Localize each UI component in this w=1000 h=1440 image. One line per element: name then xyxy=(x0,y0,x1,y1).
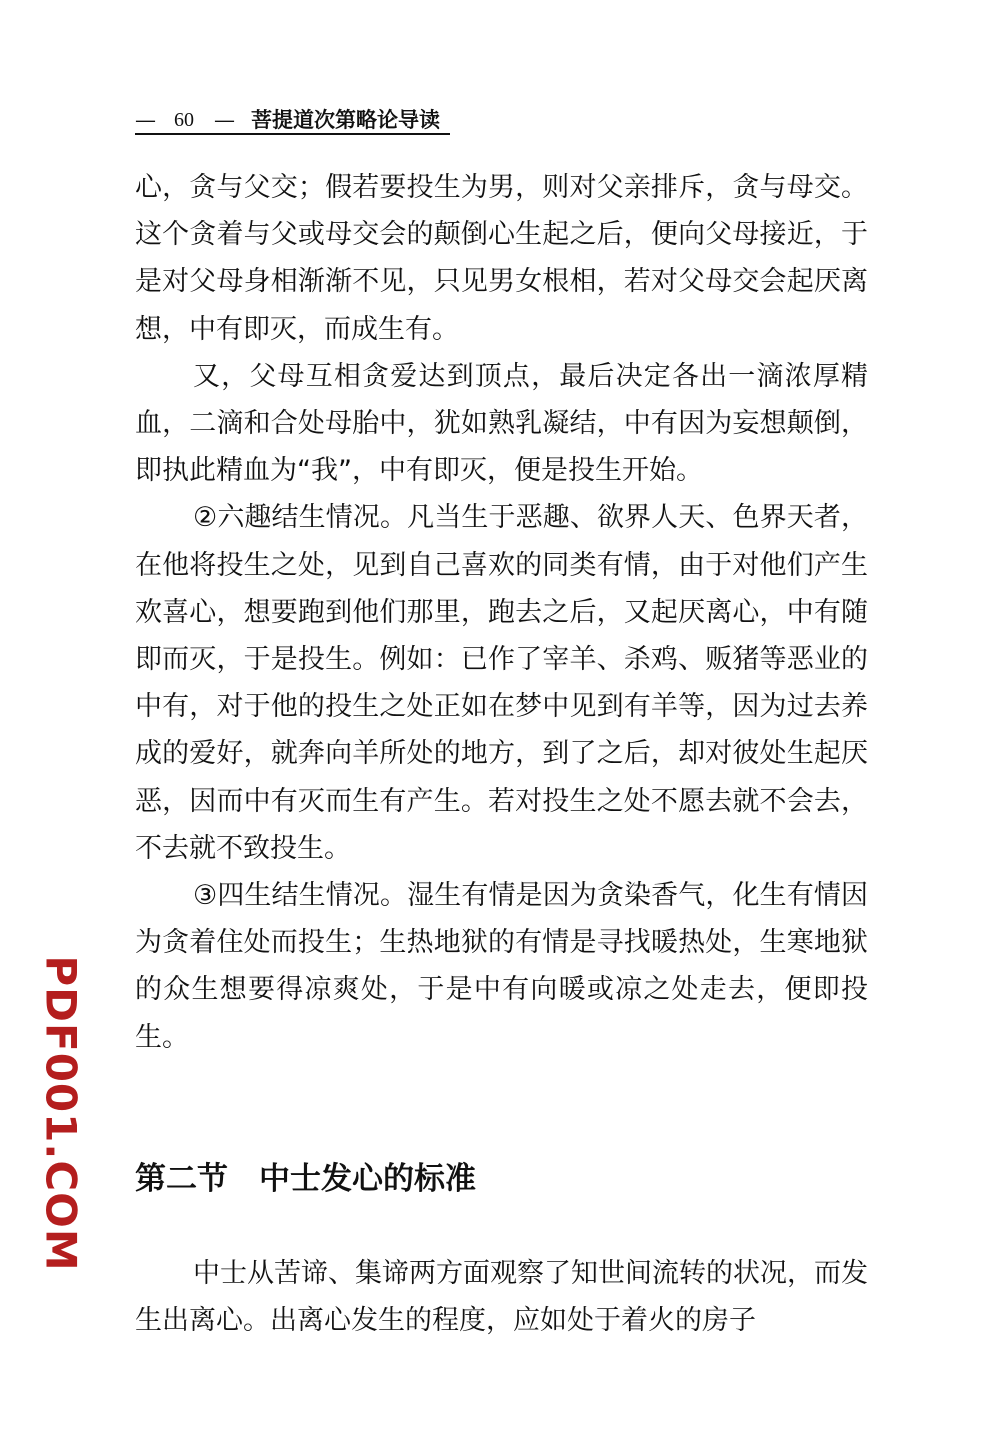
running-header xyxy=(135,104,865,136)
watermark xyxy=(36,954,86,1272)
paragraph-continued: 心，贪与父交；假若要投生为男，则对父亲排斥，贪与母交。这个贪着与父或母交会的颠倒心生起之后，便向父母接近，于是对父母身相渐渐不见，只见男女根相，若对父母交会起厌离想，中有即灭，而成生有。 xyxy=(135,172,868,345)
paragraph: ③四生结生情况。湿生有情是因为贪染香气，化生有情因为贪着住处而投生；生热地狱的有情是寻找暖热处，生寒地狱的众生想要得凉爽处，于是中有向暖或凉之处走去，便即投生。 xyxy=(135,880,868,1053)
watermark-text: PDF001.COM xyxy=(36,954,86,1272)
header-dash-left: — xyxy=(135,108,156,132)
paragraph: 中士从苦谛、集谛两方面观察了知世间流转的状况，而发生出离心。出离心发生的程度，应如处于着火的房子 xyxy=(135,1258,868,1336)
header-dash-right: — xyxy=(214,108,235,132)
book-title: 菩提道次第略论导读 xyxy=(251,108,440,132)
paragraph: ②六趣结生情况。凡当生于恶趣、欲界人天、色界天者，在他将投生之处，见到自己喜欢的同类有情，由于对他们产生欢喜心，想要跑到他们那里，跑去之后，又起厌离心，中有随即而灭，于是投生。例如：已作了宰羊、杀鸡、贩猪等恶业的中有，对于他的投生之处正如在梦中见到有羊等，因为过去养成的爱好，就奔向羊所处的地方，到了之后，却对彼处生起厌恶，因而中有灭而生有产生。若对投生之处不愿去就不会去，不去就不致投生。 xyxy=(135,502,868,864)
paragraph: 又，父母互相贪爱达到顶点，最后决定各出一滴浓厚精血，二滴和合处母胎中，犹如熟乳凝结，中有因为妄想颠倒，即执此精血为“我”，中有即灭，便是投生开始。 xyxy=(135,360,868,487)
page-number: 60 xyxy=(174,109,194,131)
section-body-text xyxy=(135,1250,868,1344)
header-rule xyxy=(135,133,450,135)
section-heading: 第二节 中士发心的标准 xyxy=(135,1161,476,1197)
body-text xyxy=(135,164,868,1061)
